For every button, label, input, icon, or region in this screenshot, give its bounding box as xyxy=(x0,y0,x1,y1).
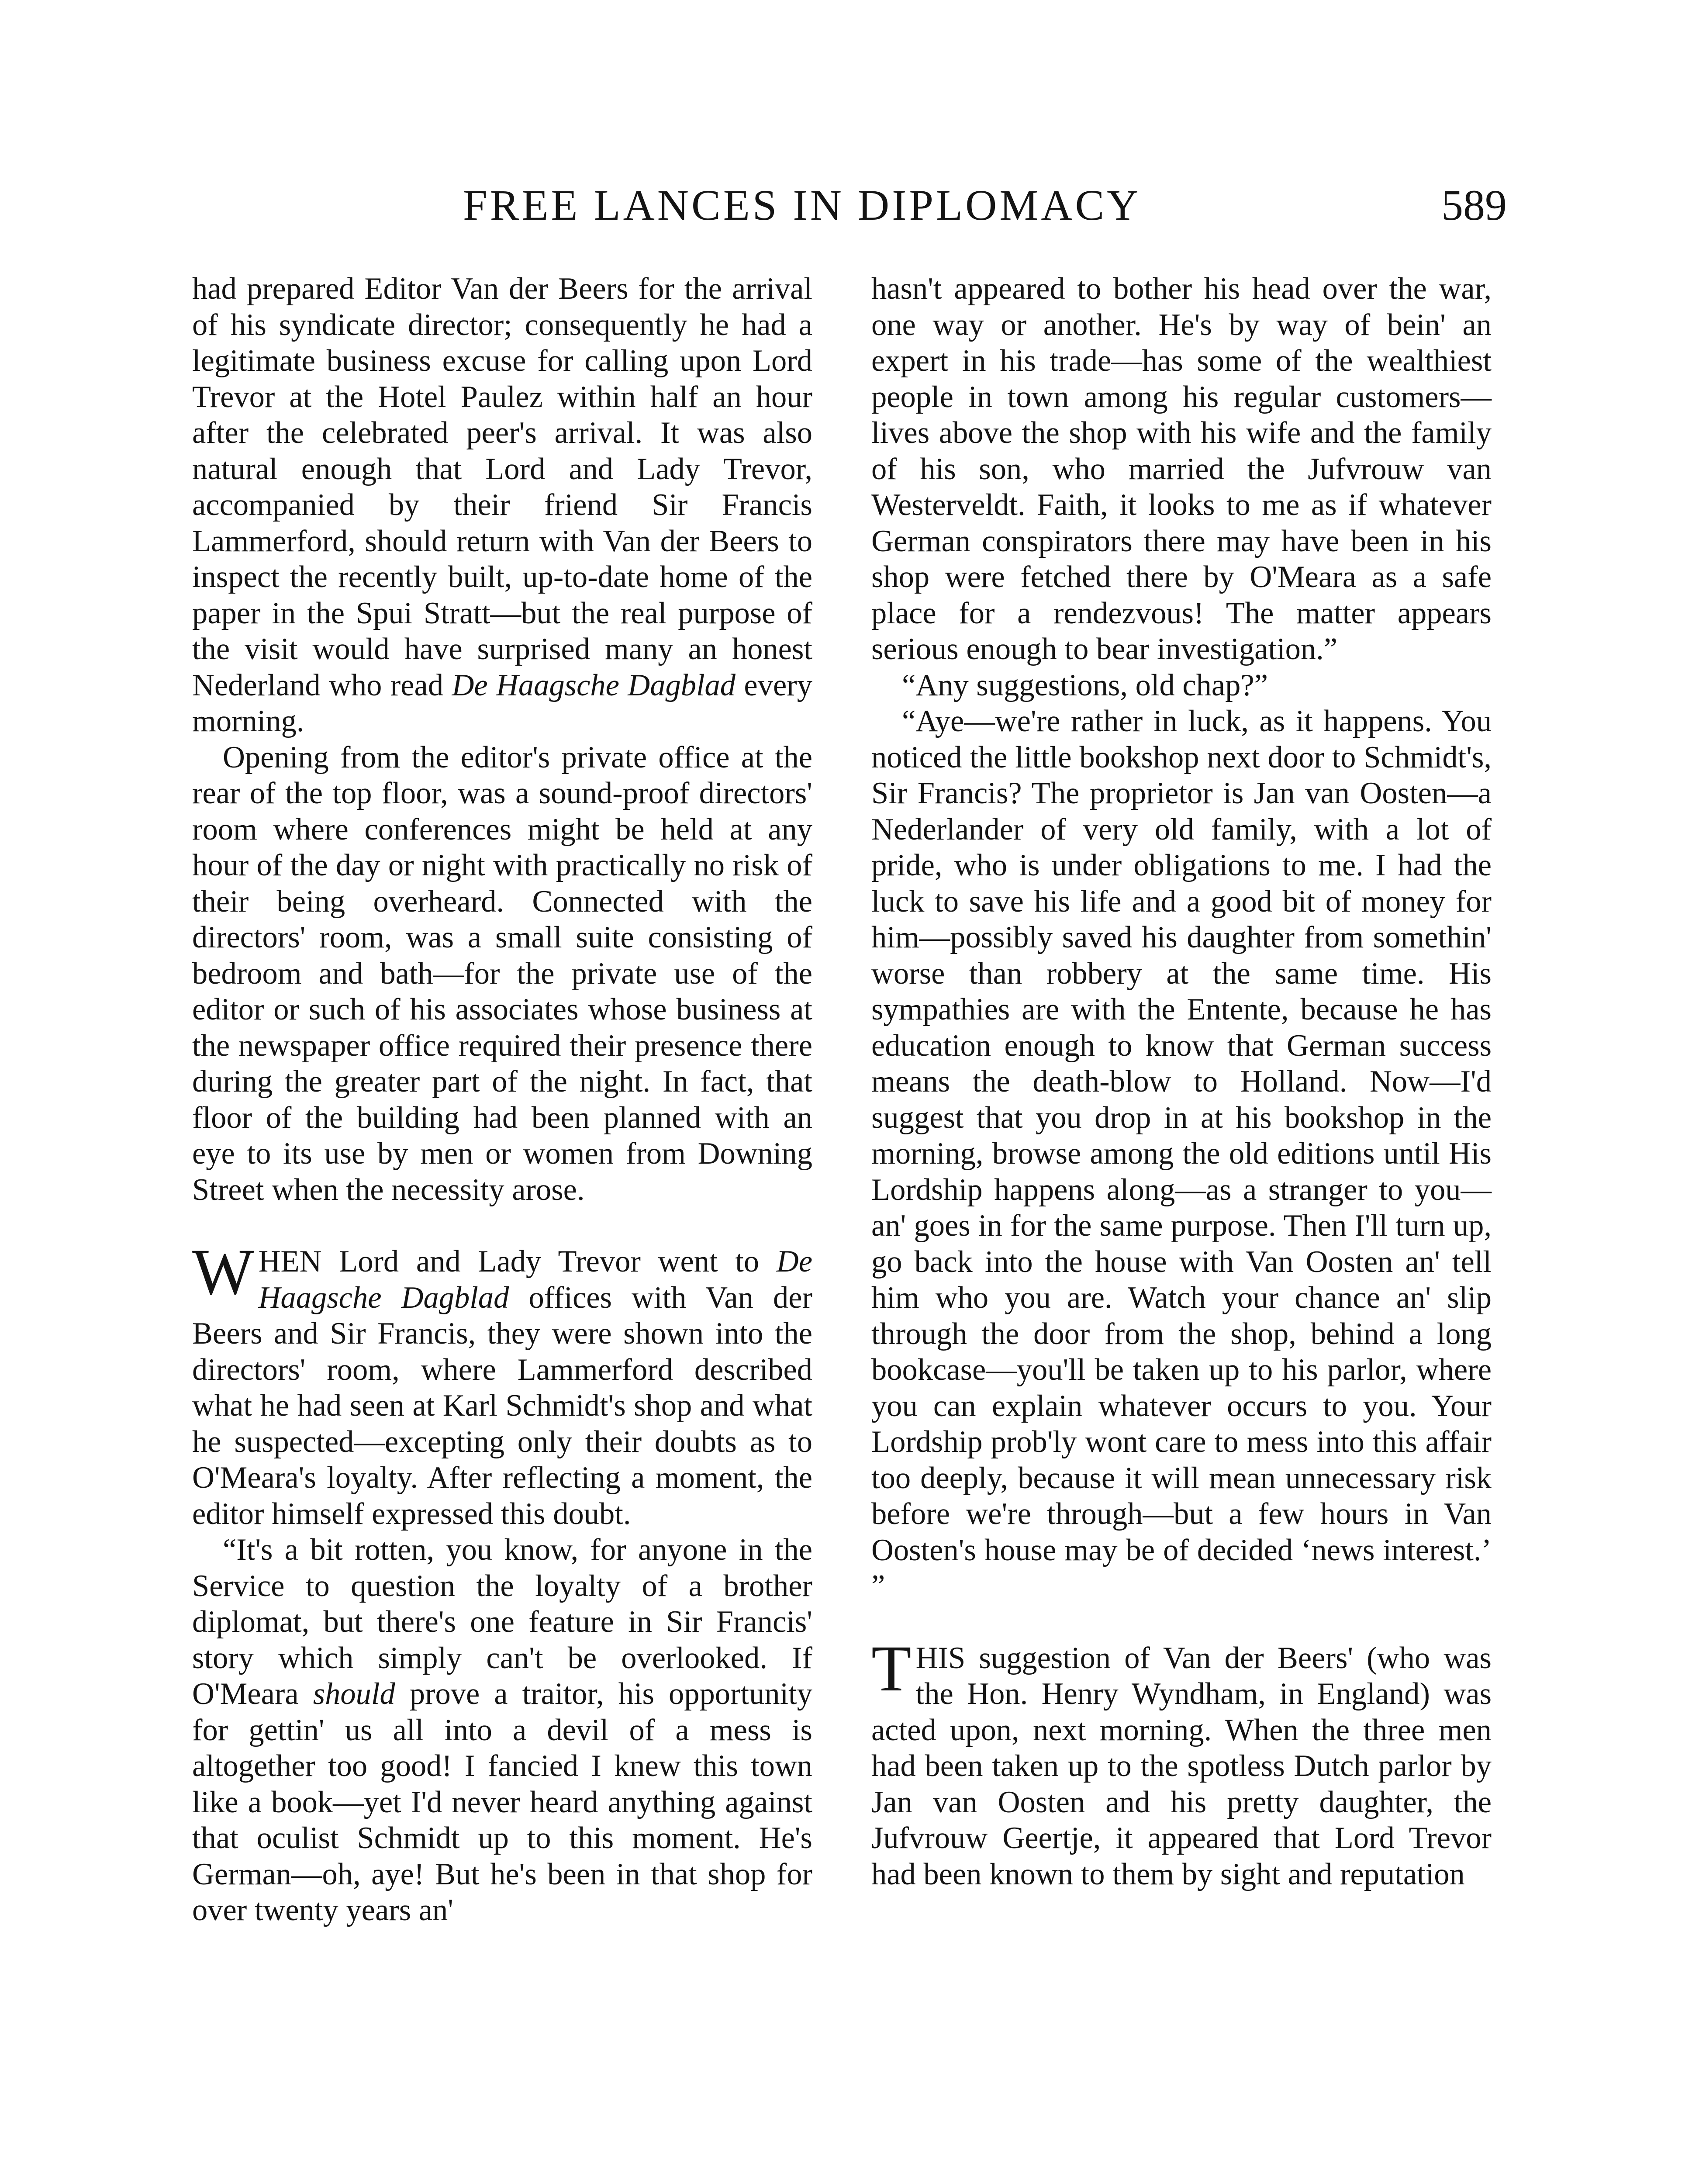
drop-cap: W xyxy=(192,1236,254,1308)
paragraph-question: “Any suggestions, old chap?” xyxy=(902,668,1268,702)
left-column xyxy=(192,271,812,1928)
section-break xyxy=(871,1604,1492,1640)
paragraph-section-start: THIS suggestion of Van der Beers' (who was the Hon. Henry Wyndham, in England) was acted upon, next morning. When the three men had been taken up to the spotless Dutch parlor by Jan van Oosten and his pretty daughter, the Jufvrouw Geertje, it appeared that Lord Trevor had been known to them by sight and reputation xyxy=(871,1632,1492,1891)
paragraph-continued: had prepared Editor Van der Beers for the arrival of his syndicate director; consequently he had a legitimate business excuse for calling upon Lord Trevor at the Hotel Paulez within half an hour after the celebrated peer's arrival. It was also natural enough that Lord and Lady Trevor, accompanied by their friend Sir Francis Lammerford, should return with Van der Beers to inspect the recently built, up-to-date home of the paper in the Spui Stratt—but the real purpose of the visit would have surprised many an honest Nederland who read De Haagsche Dagblad every morning. xyxy=(192,272,812,738)
paragraph-continued: hasn't appeared to bother his head over the war, one way or another. He's by way of bein' an expert in his trade—has some of the wealthiest people in town among his regular customers—lives above the shop with his wife and the family of his son, who married the Jufvrouw van Westerveldt. Faith, it looks to me as if whatever German conspirators there may have been in his shop were fetched there by O'Meara as a safe place for a rendezvous! The matter appears serious enough to bear investigation.” xyxy=(871,272,1492,666)
paragraph-dialogue: “It's a bit rotten, you know, for anyone in the Service to question the loyalty of a brother diplomat, but there's one feature in Sir Francis' story which simply can't be overlooked. If O'Meara should prove a traitor, his opportunity for gettin' us all into a devil of a mess is altogether too good! I fancied I knew this town like a book—yet I'd never heard anything against that oculist Schmidt up to this moment. He's German—oh, aye! But he's been in that shop for over twenty years an' xyxy=(192,1533,812,1927)
section-break xyxy=(192,1208,812,1244)
newspaper-name: De Haagsche Dagblad xyxy=(258,1244,812,1315)
page-header xyxy=(437,177,1507,234)
paragraph-directors-room: Opening from the editor's private office at the rear of the top floor, was a sound-proof directors' room where conferences might be held at any hour of the day or night with practically no risk of their being overheard. Connected with the directors' room, was a small suite consisting of bedroom and bath—for the private use of the editor or such of his associates whose business at the newspaper office required their presence there during the greater part of the night. In fact, that floor of the building had been planned with an eye to its use by men or women from Downing Street when the necessity arose. xyxy=(192,740,812,1207)
newspaper-name: De Haagsche Dagblad xyxy=(452,668,736,702)
running-title: FREE LANCES IN DIPLOMACY xyxy=(463,181,1141,229)
page-number: 589 xyxy=(1441,181,1507,229)
paragraph-plan: “Aye—we're rather in luck, as it happens. You noticed the little bookshop next door to Schmidt's, Sir Francis? The proprietor is Jan van Oosten—a Nederlander of very old family, with a lot of pride, who is under obligations to me. I had the luck to save his life and a good bit of money for him—possibly saved his daughter from somethin' worse than robbery at the same time. His sympathies are with the Entente, because he has education enough to know that German success means the death-blow to Holland. Now—I'd suggest that you drop in at his bookshop in the morning, browse among the old editions until His Lordship happens along—as a stranger to you—an' goes in for the same purpose. Then I'll turn up, go back into the house with Van Oosten an' tell him who you are. Watch your chance an' slip through the door from the shop, behind a long bookcase—you'll be taken up to his parlor, where you can explain whatever occurs to you. Your Lordship prob'ly wont care to mess into this affair too deeply, because it will mean unnecessary risk before we're through—but a few hours in Van Oosten's house may be of decided ‘news interest.’ ” xyxy=(871,704,1492,1603)
emphasis: should xyxy=(313,1677,395,1711)
right-column xyxy=(871,271,1492,1892)
drop-cap: T xyxy=(871,1632,912,1705)
paragraph-section-start: WHEN Lord and Lady Trevor went to De Haagsche Dagblad offices with Van der Beers and Sir Francis, they were shown into the directors' room, where Lammerford described what he had seen at Karl Schmidt's shop and what he suspected—excepting only their doubts as to O'Meara's loyalty. After reflecting a moment, the editor himself expressed this doubt. xyxy=(192,1236,812,1531)
